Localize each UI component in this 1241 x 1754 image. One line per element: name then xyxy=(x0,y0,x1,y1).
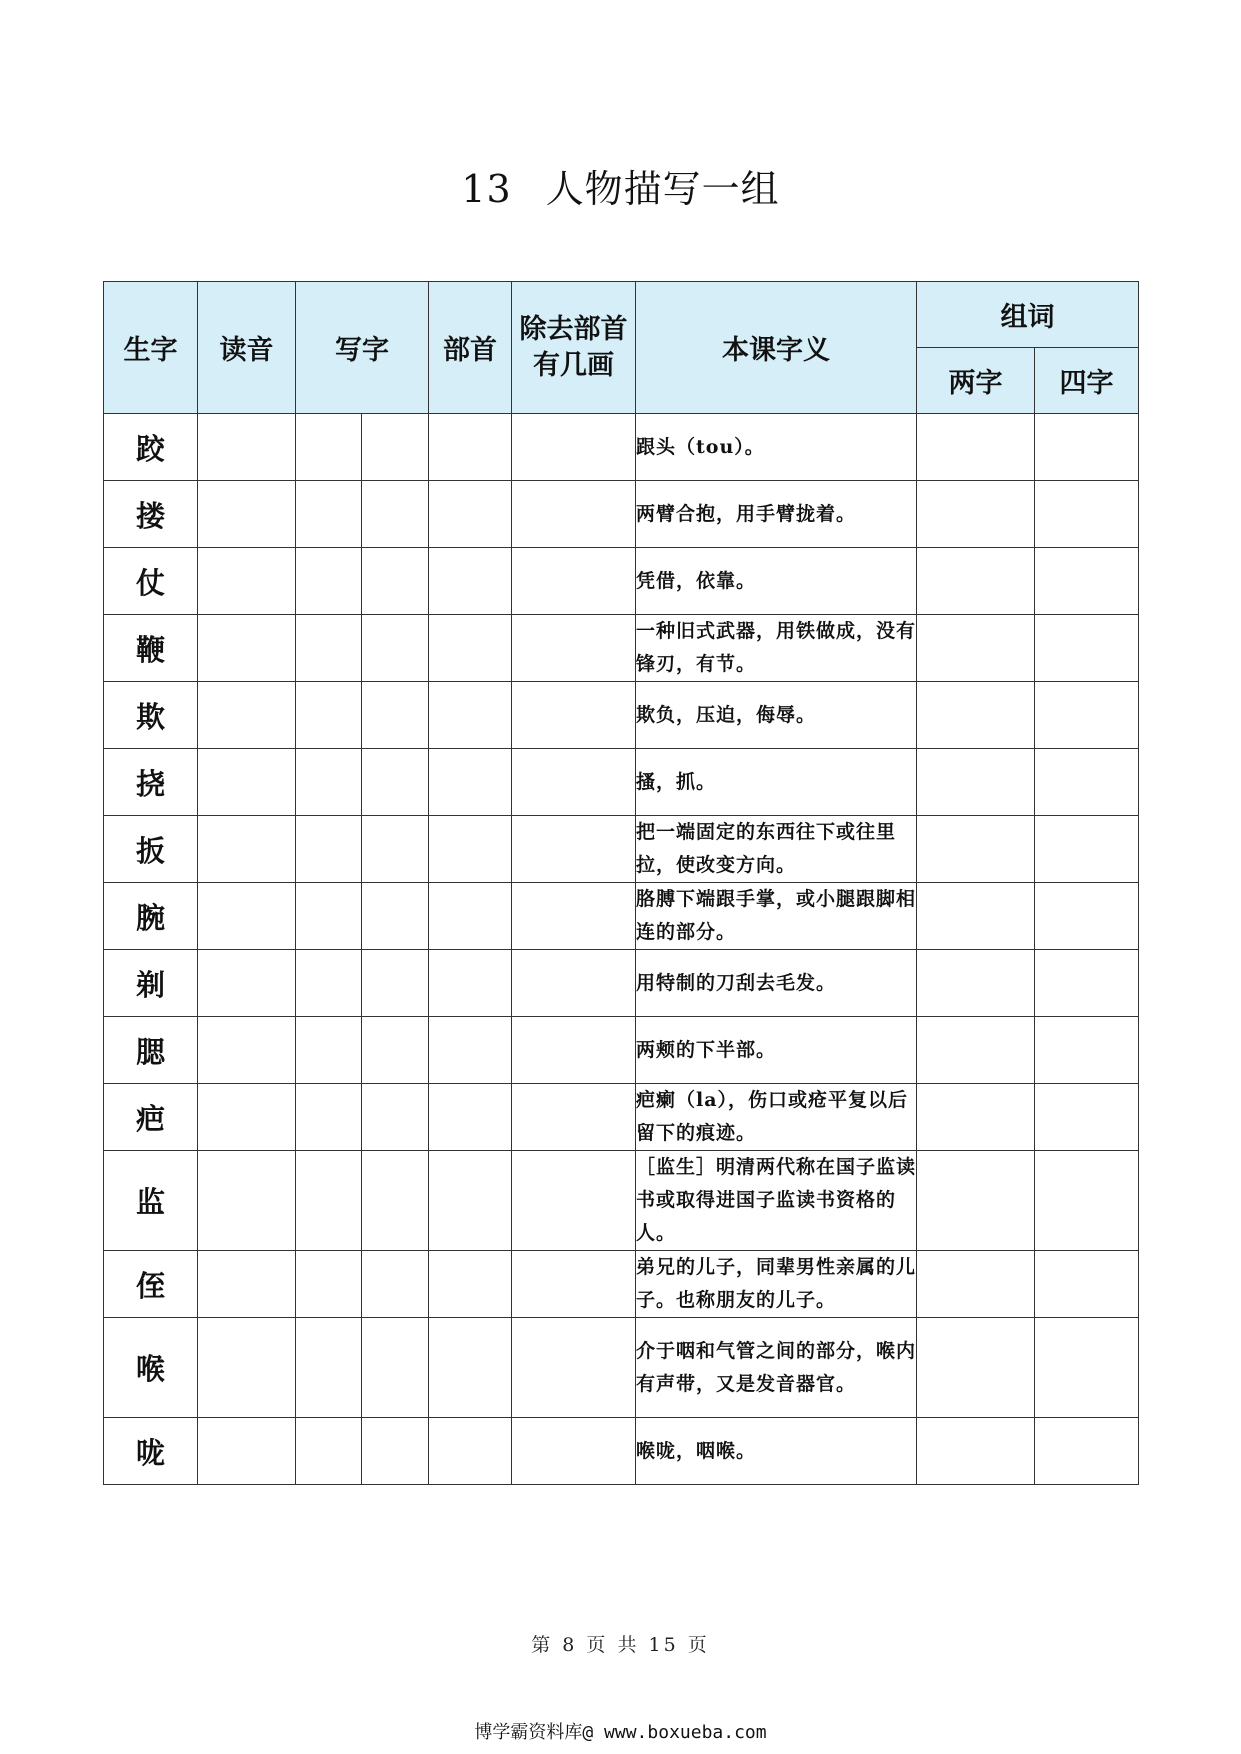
write-cell-2[interactable] xyxy=(362,1418,429,1485)
write-cell-2[interactable] xyxy=(362,950,429,1017)
write-cell-1[interactable] xyxy=(296,1251,362,1318)
lesson-number: 13 xyxy=(461,167,512,211)
radical-cell[interactable] xyxy=(429,950,512,1017)
pinyin-cell[interactable] xyxy=(198,883,296,950)
four-char-word-cell[interactable] xyxy=(1035,548,1139,615)
radical-cell[interactable] xyxy=(429,749,512,816)
two-char-word-cell[interactable] xyxy=(917,615,1035,682)
vocabulary-table xyxy=(103,281,1139,1485)
meaning-cell: ［监生］明清两代称在国子监读书或取得进国子监读书资格的人。 xyxy=(636,1151,917,1251)
radical-cell[interactable] xyxy=(429,816,512,883)
strokes-cell[interactable] xyxy=(512,1251,636,1318)
char-cell: 咙 xyxy=(104,1418,198,1485)
header-char: 生字 xyxy=(104,282,198,414)
write-cell-1[interactable] xyxy=(296,950,362,1017)
table-row xyxy=(104,1251,1139,1318)
four-char-word-cell[interactable] xyxy=(1035,615,1139,682)
pinyin-cell[interactable] xyxy=(198,414,296,481)
pinyin-cell[interactable] xyxy=(198,1318,296,1418)
header-meaning: 本课字义 xyxy=(636,282,917,414)
char-cell: 疤 xyxy=(104,1084,198,1151)
write-cell-1[interactable] xyxy=(296,1084,362,1151)
write-cell-1[interactable] xyxy=(296,481,362,548)
four-char-word-cell[interactable] xyxy=(1035,816,1139,883)
four-char-word-cell[interactable] xyxy=(1035,1084,1139,1151)
strokes-cell[interactable] xyxy=(512,481,636,548)
meaning-cell: 用特制的刀刮去毛发。 xyxy=(636,950,917,1017)
write-cell-1[interactable] xyxy=(296,615,362,682)
four-char-word-cell[interactable] xyxy=(1035,1017,1139,1084)
char-cell: 搂 xyxy=(104,481,198,548)
two-char-word-cell[interactable] xyxy=(917,414,1035,481)
meaning-cell: 两臂合抱，用手臂拢着。 xyxy=(636,481,917,548)
radical-cell[interactable] xyxy=(429,548,512,615)
meaning-cell: 跟头（tou）。 xyxy=(636,414,917,481)
four-char-word-cell[interactable] xyxy=(1035,950,1139,1017)
write-cell-2[interactable] xyxy=(362,548,429,615)
char-cell: 腕 xyxy=(104,883,198,950)
two-char-word-cell[interactable] xyxy=(917,1084,1035,1151)
strokes-cell[interactable] xyxy=(512,1318,636,1418)
header-pinyin: 读音 xyxy=(198,282,296,414)
strokes-cell[interactable] xyxy=(512,883,636,950)
strokes-cell[interactable] xyxy=(512,1084,636,1151)
char-cell: 仗 xyxy=(104,548,198,615)
table-row xyxy=(104,1084,1139,1151)
radical-cell[interactable] xyxy=(429,1084,512,1151)
strokes-cell[interactable] xyxy=(512,1017,636,1084)
meaning-cell: 弟兄的儿子，同辈男性亲属的儿子。也称朋友的儿子。 xyxy=(636,1251,917,1318)
strokes-cell[interactable] xyxy=(512,548,636,615)
radical-cell[interactable] xyxy=(429,414,512,481)
header-radical: 部首 xyxy=(429,282,512,414)
write-cell-1[interactable] xyxy=(296,749,362,816)
meaning-cell: 欺负，压迫，侮辱。 xyxy=(636,682,917,749)
write-cell-2[interactable] xyxy=(362,1251,429,1318)
pinyin-cell[interactable] xyxy=(198,682,296,749)
table-row xyxy=(104,615,1139,682)
write-cell-2[interactable] xyxy=(362,1151,429,1251)
write-cell-1[interactable] xyxy=(296,816,362,883)
header-words: 组词 xyxy=(917,282,1139,348)
four-char-word-cell[interactable] xyxy=(1035,1151,1139,1251)
pinyin-cell[interactable] xyxy=(198,1151,296,1251)
radical-cell[interactable] xyxy=(429,1318,512,1418)
radical-cell[interactable] xyxy=(429,1418,512,1485)
write-cell-1[interactable] xyxy=(296,1318,362,1418)
pinyin-cell[interactable] xyxy=(198,950,296,1017)
header-two-char: 两字 xyxy=(917,348,1035,414)
two-char-word-cell[interactable] xyxy=(917,548,1035,615)
meaning-cell: 把一端固定的东西往下或往里拉，使改变方向。 xyxy=(636,816,917,883)
watermark: 博学霸资料库@ www.boxueba.com xyxy=(474,1722,767,1743)
char-cell: 喉 xyxy=(104,1318,198,1418)
meaning-cell: 疤瘌（la），伤口或疮平复以后留下的痕迹。 xyxy=(636,1084,917,1151)
strokes-cell[interactable] xyxy=(512,414,636,481)
table-row xyxy=(104,816,1139,883)
pinyin-cell[interactable] xyxy=(198,548,296,615)
header-strokes-line1: 除去部首 xyxy=(519,314,628,346)
two-char-word-cell[interactable] xyxy=(917,749,1035,816)
char-cell: 鞭 xyxy=(104,615,198,682)
char-cell: 剃 xyxy=(104,950,198,1017)
two-char-word-cell[interactable] xyxy=(917,950,1035,1017)
table-row xyxy=(104,883,1139,950)
meaning-cell: 搔，抓。 xyxy=(636,749,917,816)
pinyin-cell[interactable] xyxy=(198,1251,296,1318)
char-cell: 侄 xyxy=(104,1251,198,1318)
char-cell: 扳 xyxy=(104,816,198,883)
pinyin-cell[interactable] xyxy=(198,1017,296,1084)
page-footer: 第 8 页 共 15 页 xyxy=(531,1634,710,1656)
char-cell: 腮 xyxy=(104,1017,198,1084)
write-cell-2[interactable] xyxy=(362,1318,429,1418)
strokes-cell[interactable] xyxy=(512,682,636,749)
strokes-cell[interactable] xyxy=(512,615,636,682)
two-char-word-cell[interactable] xyxy=(917,883,1035,950)
strokes-cell[interactable] xyxy=(512,816,636,883)
radical-cell[interactable] xyxy=(429,883,512,950)
lesson-title: 人物描写一组 xyxy=(545,167,780,211)
write-cell-2[interactable] xyxy=(362,615,429,682)
meaning-cell: 介于咽和气管之间的部分，喉内有声带，又是发音器官。 xyxy=(636,1318,917,1418)
four-char-word-cell[interactable] xyxy=(1035,481,1139,548)
header-strokes xyxy=(512,282,636,414)
write-cell-2[interactable] xyxy=(362,1084,429,1151)
two-char-word-cell[interactable] xyxy=(917,1251,1035,1318)
radical-cell[interactable] xyxy=(429,615,512,682)
write-cell-1[interactable] xyxy=(296,1151,362,1251)
table-row xyxy=(104,1418,1139,1485)
write-cell-2[interactable] xyxy=(362,481,429,548)
strokes-cell[interactable] xyxy=(512,1151,636,1251)
four-char-word-cell[interactable] xyxy=(1035,1251,1139,1318)
meaning-cell: 一种旧式武器，用铁做成，没有锋刃，有节。 xyxy=(636,615,917,682)
table-row xyxy=(104,414,1139,481)
meaning-cell: 喉咙，咽喉。 xyxy=(636,1418,917,1485)
radical-cell[interactable] xyxy=(429,682,512,749)
strokes-cell[interactable] xyxy=(512,1418,636,1485)
two-char-word-cell[interactable] xyxy=(917,816,1035,883)
four-char-word-cell[interactable] xyxy=(1035,414,1139,481)
four-char-word-cell[interactable] xyxy=(1035,1318,1139,1418)
two-char-word-cell[interactable] xyxy=(917,1151,1035,1251)
table-row xyxy=(104,682,1139,749)
radical-cell[interactable] xyxy=(429,1251,512,1318)
two-char-word-cell[interactable] xyxy=(917,481,1035,548)
four-char-word-cell[interactable] xyxy=(1035,1418,1139,1485)
meaning-cell: 凭借，依靠。 xyxy=(636,548,917,615)
meaning-cell: 胳膊下端跟手掌，或小腿跟脚相连的部分。 xyxy=(636,883,917,950)
table-row xyxy=(104,1017,1139,1084)
two-char-word-cell[interactable] xyxy=(917,1017,1035,1084)
strokes-cell[interactable] xyxy=(512,950,636,1017)
header-four-char: 四字 xyxy=(1035,348,1139,414)
char-cell: 监 xyxy=(104,1151,198,1251)
two-char-word-cell[interactable] xyxy=(917,1318,1035,1418)
header-strokes-line2: 有几画 xyxy=(533,349,614,381)
table-row xyxy=(104,749,1139,816)
radical-cell[interactable] xyxy=(429,481,512,548)
table-body xyxy=(104,414,1139,1485)
pinyin-cell[interactable] xyxy=(198,615,296,682)
char-cell: 跤 xyxy=(104,414,198,481)
write-cell-1[interactable] xyxy=(296,883,362,950)
meaning-cell: 两颊的下半部。 xyxy=(636,1017,917,1084)
write-cell-2[interactable] xyxy=(362,414,429,481)
char-cell: 欺 xyxy=(104,682,198,749)
char-cell: 挠 xyxy=(104,749,198,816)
pinyin-cell[interactable] xyxy=(198,1084,296,1151)
pinyin-cell[interactable] xyxy=(198,749,296,816)
table-row xyxy=(104,1151,1139,1251)
four-char-word-cell[interactable] xyxy=(1035,883,1139,950)
four-char-word-cell[interactable] xyxy=(1035,749,1139,816)
table-row xyxy=(104,481,1139,548)
write-cell-2[interactable] xyxy=(362,816,429,883)
write-cell-1[interactable] xyxy=(296,548,362,615)
write-cell-2[interactable] xyxy=(362,883,429,950)
pinyin-cell[interactable] xyxy=(198,1418,296,1485)
strokes-cell[interactable] xyxy=(512,749,636,816)
table-row xyxy=(104,950,1139,1017)
four-char-word-cell[interactable] xyxy=(1035,682,1139,749)
two-char-word-cell[interactable] xyxy=(917,1418,1035,1485)
write-cell-2[interactable] xyxy=(362,682,429,749)
page-title xyxy=(0,158,1241,213)
write-cell-1[interactable] xyxy=(296,1017,362,1084)
two-char-word-cell[interactable] xyxy=(917,682,1035,749)
pinyin-cell[interactable] xyxy=(198,481,296,548)
write-cell-1[interactable] xyxy=(296,414,362,481)
radical-cell[interactable] xyxy=(429,1017,512,1084)
header-write: 写字 xyxy=(296,282,429,414)
pinyin-cell[interactable] xyxy=(198,816,296,883)
write-cell-2[interactable] xyxy=(362,1017,429,1084)
table-row xyxy=(104,548,1139,615)
write-cell-1[interactable] xyxy=(296,1418,362,1485)
write-cell-1[interactable] xyxy=(296,682,362,749)
radical-cell[interactable] xyxy=(429,1151,512,1251)
table-row xyxy=(104,1318,1139,1418)
write-cell-2[interactable] xyxy=(362,749,429,816)
